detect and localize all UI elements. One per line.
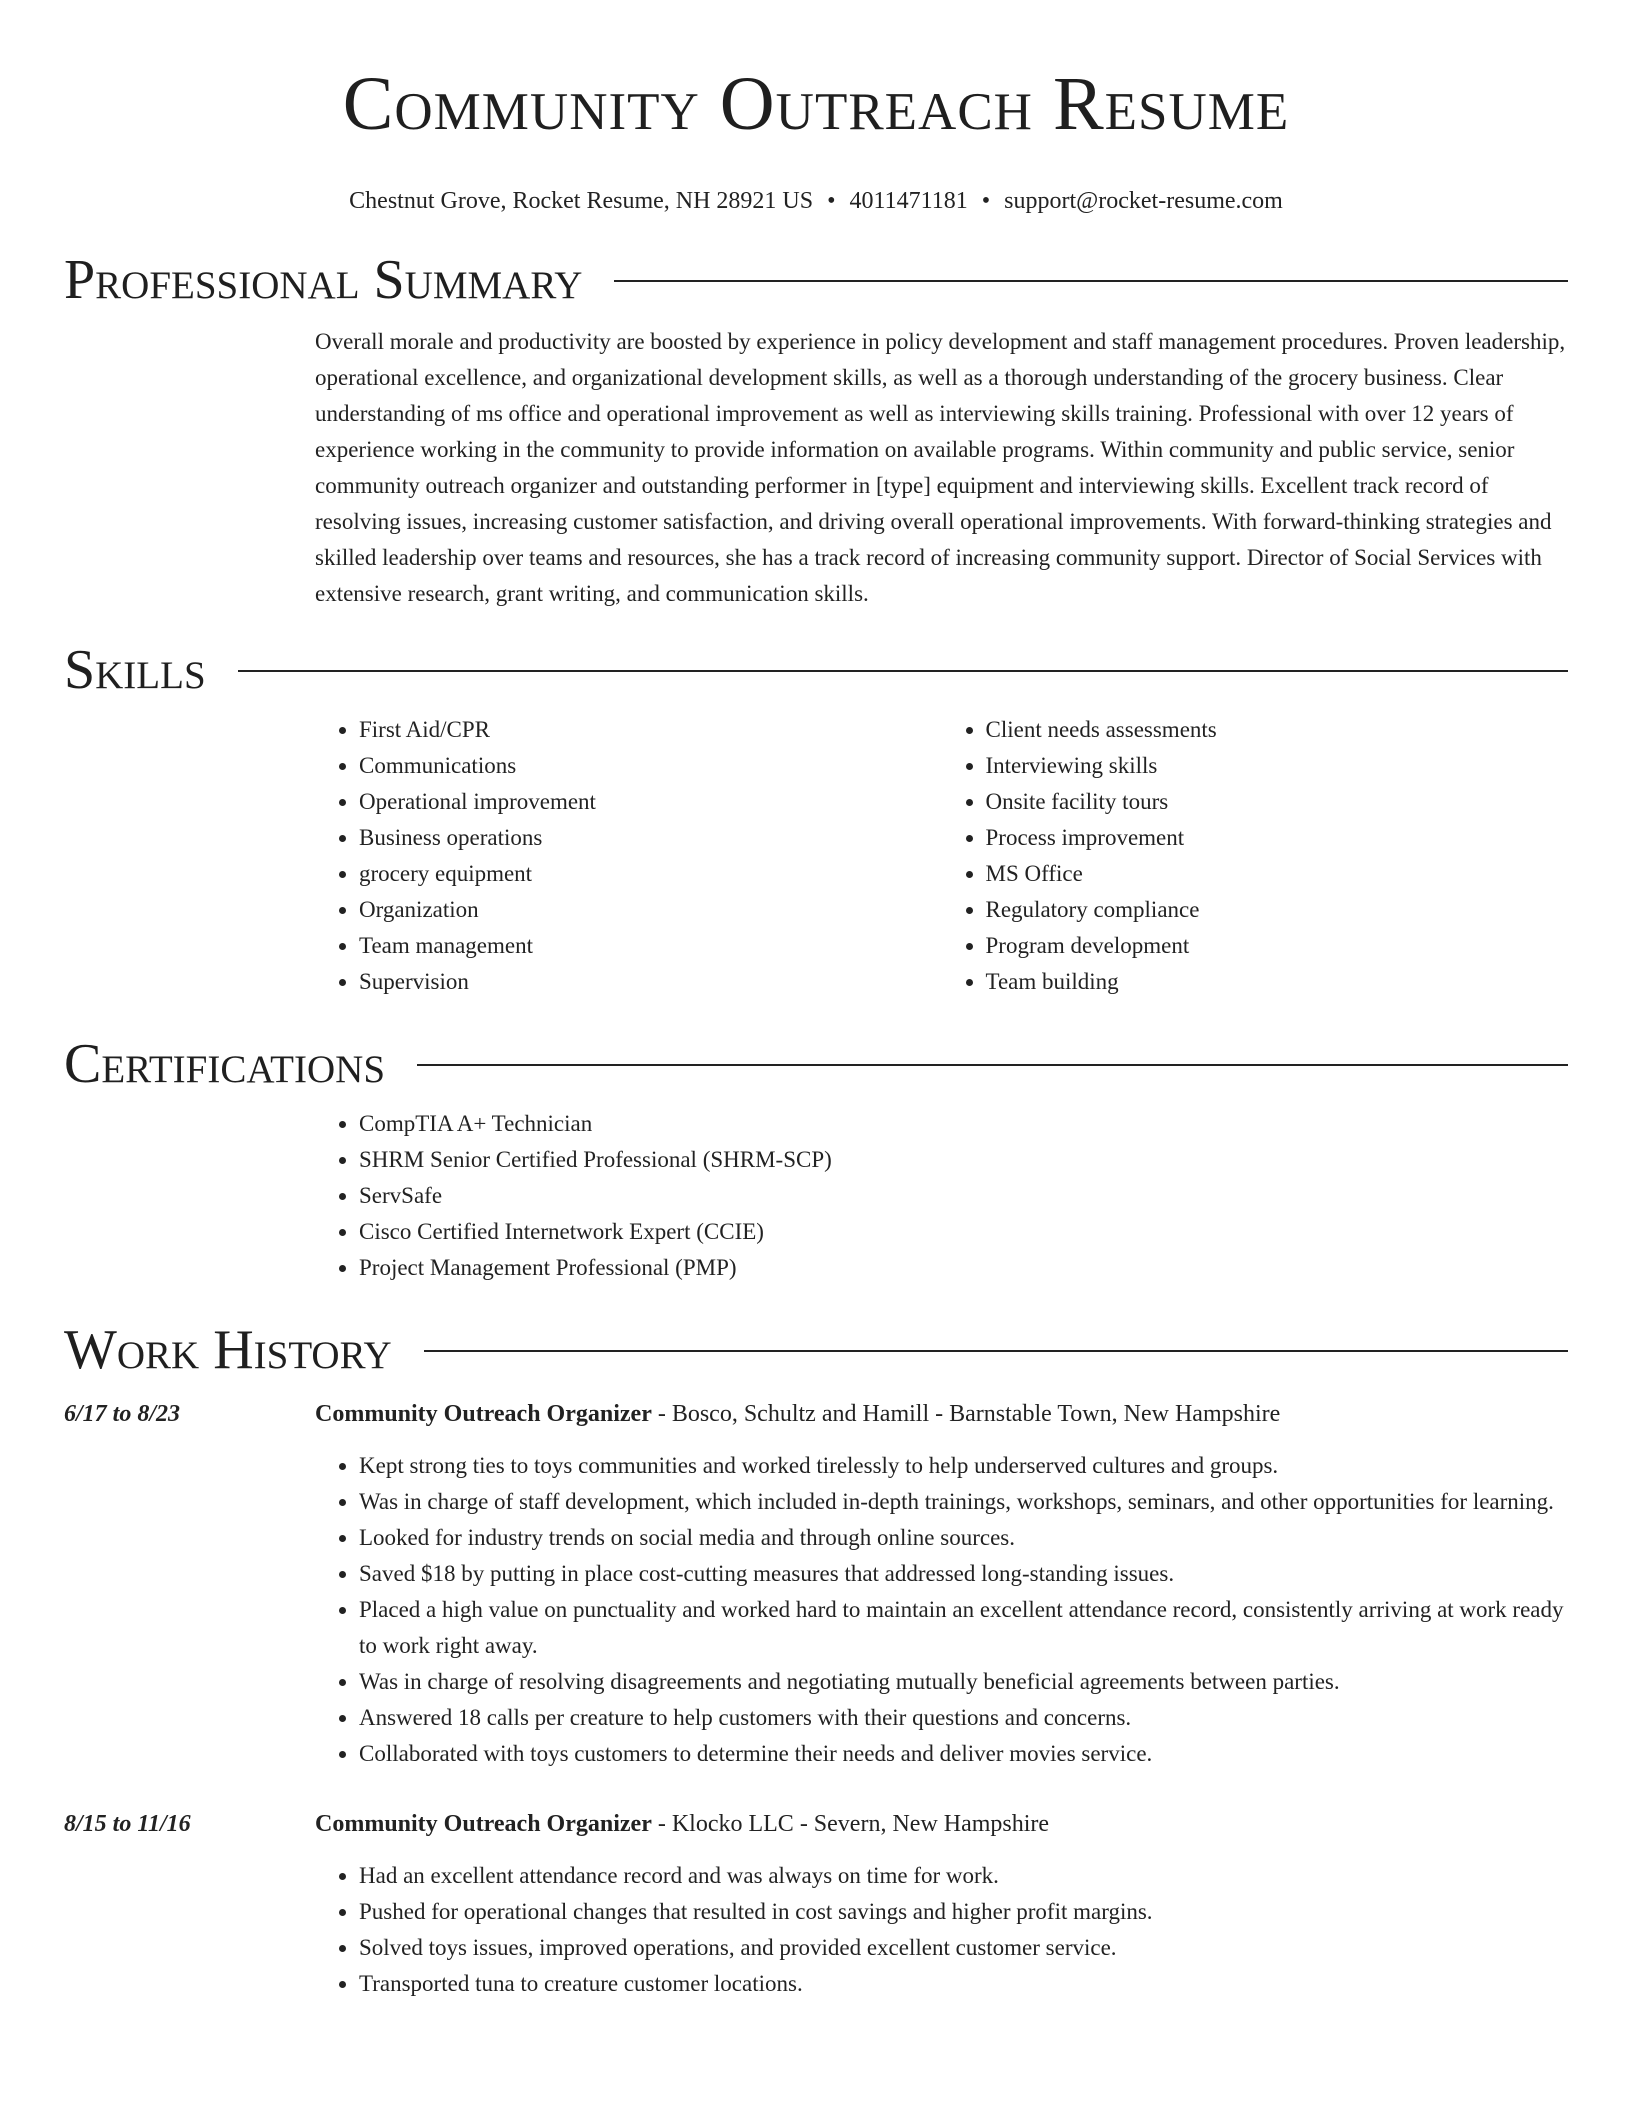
section-header-certifications [64, 1032, 1568, 1096]
certification-item: • CompTIA A+ Technician [359, 1106, 1568, 1142]
job-duty: • Transported tuna to creature customer locations. [359, 1966, 1568, 2002]
job-header [64, 1396, 1568, 1432]
contact-email: support@rocket-resume.com [1004, 188, 1283, 214]
skills-list-left [315, 712, 942, 1000]
job-dates: 6/17 to 8/23 [64, 1401, 181, 1427]
skill-item: • Team building [986, 964, 1569, 1000]
section-title-summary: Professional Summary [64, 249, 583, 311]
job-duty: • Placed a high value on punctuality and worked hard to maintain an excellent attendance record, consistently arriving at work ready to work right away. [359, 1592, 1568, 1664]
skill-item: • First Aid/CPR [359, 712, 942, 748]
job-heading [315, 1806, 1049, 1842]
job-duty: • Saved $18 by putting in place cost-cutting measures that addressed long-standing issues. [359, 1556, 1568, 1592]
job-title: Community Outreach Organizer [315, 1401, 652, 1427]
skill-item: • Business operations [359, 820, 942, 856]
job-duties-list [315, 1448, 1568, 1772]
skills-list-right [942, 712, 1569, 1000]
job-dates: 8/15 to 11/16 [64, 1811, 191, 1837]
skill-item: • Organization [359, 892, 942, 928]
certification-item: • Project Management Professional (PMP) [359, 1250, 1568, 1286]
section-header-summary [64, 248, 1568, 312]
skill-item: • Operational improvement [359, 784, 942, 820]
skill-item: • grocery equipment [359, 856, 942, 892]
job-duties-list [315, 1858, 1568, 2002]
skill-item: • Onsite facility tours [986, 784, 1569, 820]
section-title-certifications: Certifications [64, 1033, 386, 1095]
job-duty: • Had an excellent attendance record and was always on time for work. [359, 1858, 1568, 1894]
job-duties [315, 1448, 1568, 1772]
section-header-work [64, 1318, 1568, 1382]
contact-separator: • [827, 188, 836, 214]
section-rule [238, 670, 1568, 672]
skill-item: • Program development [986, 928, 1569, 964]
skill-item: • Client needs assessments [986, 712, 1569, 748]
certifications-block [315, 1106, 1568, 1286]
job-duty: • Solved toys issues, improved operations, and provided excellent customer service. [359, 1930, 1568, 1966]
job-duties [315, 1858, 1568, 2002]
skills-block [315, 712, 1568, 1000]
section-rule [417, 1064, 1568, 1066]
certification-item: • ServSafe [359, 1178, 1568, 1214]
skill-item: • Supervision [359, 964, 942, 1000]
certifications-list [315, 1106, 1568, 1286]
skill-item: • Regulatory compliance [986, 892, 1569, 928]
contact-address: Chestnut Grove, Rocket Resume, NH 28921 US [349, 188, 814, 214]
resume-title: Community Outreach Resume [342, 62, 1290, 146]
summary-text: Overall morale and productivity are boosted by experience in policy development and staff management procedures. Proven leadership, operational excellence, and organizational development skills, as well as a thorough understanding of the grocery business. Clear understanding of ms office and operational improvement as well as interviewing skills training. Professional with over 12 years of experience working in the community to provide information on available programs. Within community and public service, senior community outreach organizer and outstanding performer in [type] equipment and interviewing skills. Excellent track record of resolving issues, increasing customer satisfaction, and driving overall operational improvements. With forward-thinking strategies and skilled leadership over teams and resources, she has a track record of increasing community support. Director of Social Services with extensive research, grant writing, and communication skills. [315, 329, 1566, 606]
certification-item: • Cisco Certified Internetwork Expert (CCIE) [359, 1214, 1568, 1250]
certification-item: • SHRM Senior Certified Professional (SHRM-SCP) [359, 1142, 1568, 1178]
section-rule [424, 1350, 1568, 1352]
job-duty: • Collaborated with toys customers to determine their needs and deliver movies service. [359, 1736, 1568, 1772]
contact-separator: • [981, 188, 991, 214]
job-duty: • Was in charge of staff development, which included in-depth trainings, workshops, seminars, and other opportunities for learning. [359, 1484, 1568, 1520]
section-header-skills [64, 638, 1568, 702]
job-title: Community Outreach Organizer [315, 1811, 652, 1837]
job-employer: - Klocko LLC - Severn, New Hampshire [651, 1811, 1050, 1837]
job-duty: • Answered 18 calls per creature to help customers with their questions and concerns. [359, 1700, 1568, 1736]
job-duty: • Was in charge of resolving disagreements and negotiating mutually beneficial agreements between parties. [359, 1664, 1568, 1700]
section-title-skills: Skills [64, 639, 206, 701]
summary-block [315, 324, 1568, 612]
skill-item: • Communications [359, 748, 942, 784]
job-employer: - Bosco, Schultz and Hamill - Barnstable Town, New Hampshire [651, 1401, 1281, 1427]
job-header [64, 1806, 1568, 1842]
job-heading [315, 1396, 1280, 1432]
contact-phone: 4011471181 [849, 188, 968, 214]
job-duty: • Kept strong ties to toys communities and worked tirelessly to help underserved cultures and groups. [359, 1448, 1568, 1484]
job-duty: • Pushed for operational changes that resulted in cost savings and higher profit margins. [359, 1894, 1568, 1930]
section-title-work: Work History [64, 1319, 392, 1381]
contact-line [64, 186, 1568, 216]
skill-item: • Interviewing skills [986, 748, 1569, 784]
job-duty: • Looked for industry trends on social media and through online sources. [359, 1520, 1568, 1556]
section-rule [614, 280, 1568, 282]
skill-item: • Process improvement [986, 820, 1569, 856]
skill-item: • MS Office [986, 856, 1569, 892]
skill-item: • Team management [359, 928, 942, 964]
